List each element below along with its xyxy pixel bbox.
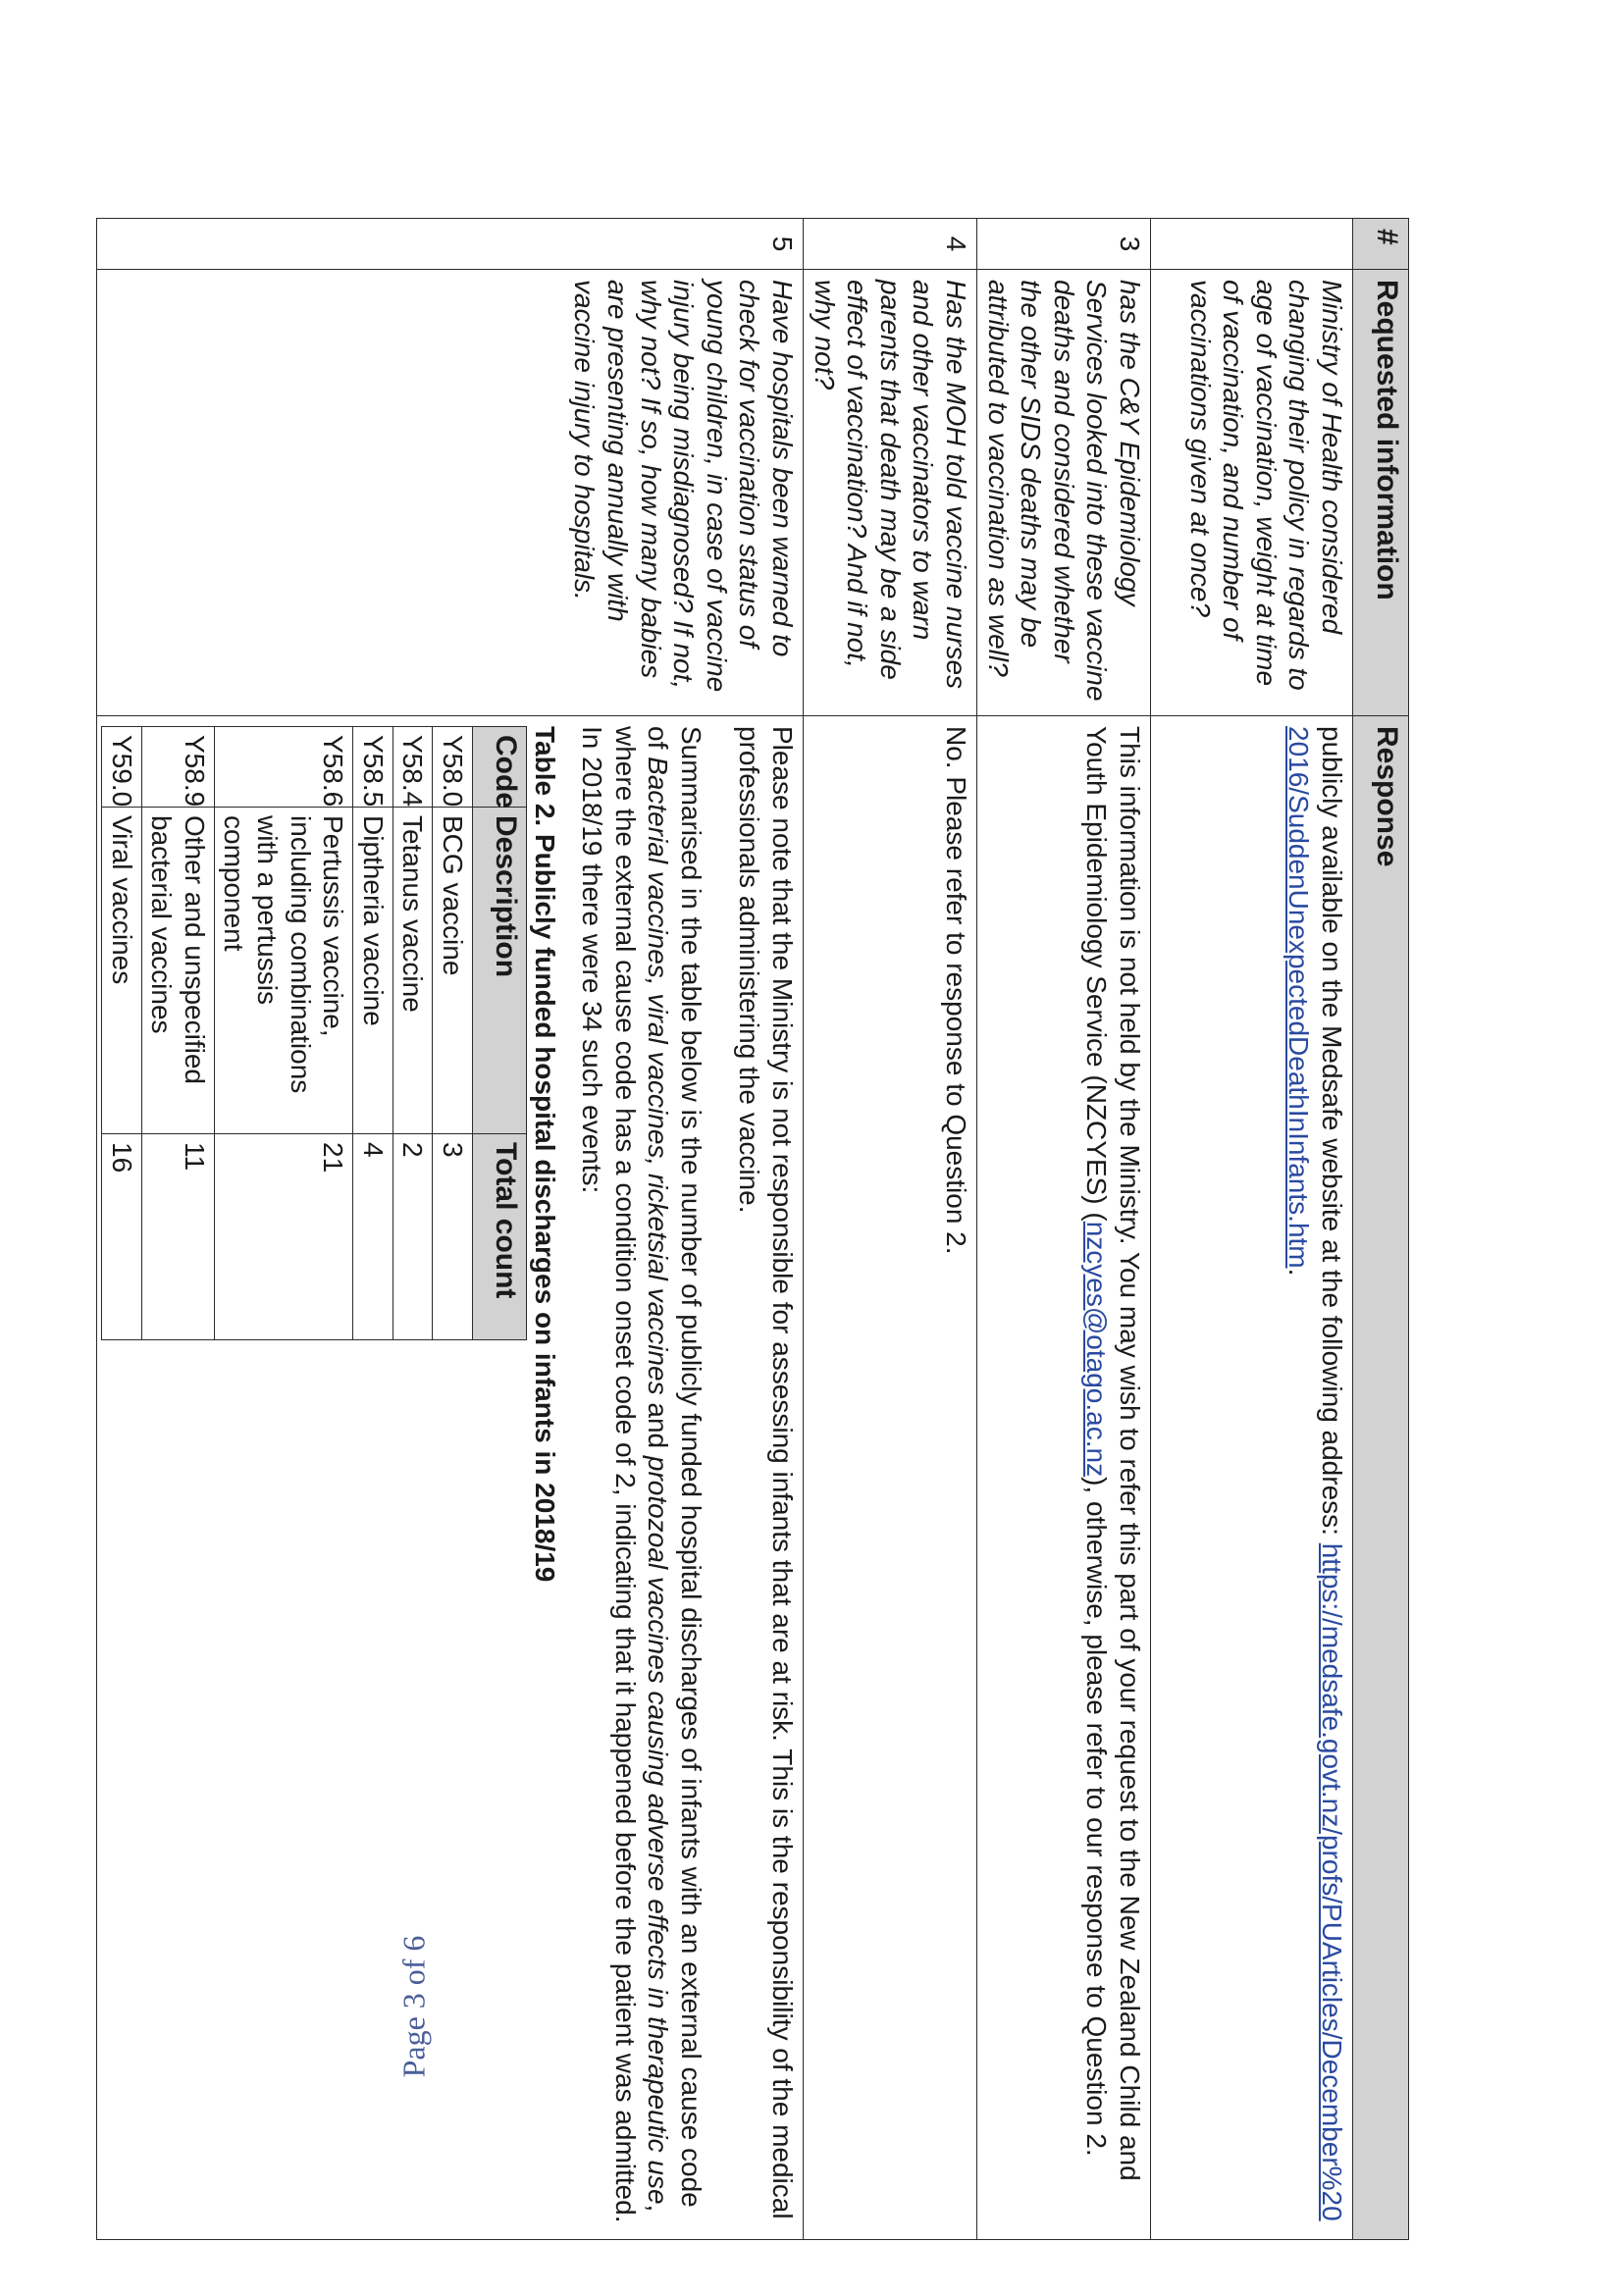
table2-description: Other and unspecified bacterial vaccines [141, 808, 214, 1134]
table2-count: 16 [101, 1134, 141, 1340]
table2-description: Pertussis vaccine, including combinations with a pertussis component [214, 808, 352, 1134]
table-row-3 [977, 219, 1151, 2240]
requested-cont: Ministry of Health considered changing their policy in regards to age of vaccination, weight at time of vaccination, and number of vaccinations given at once? [1151, 270, 1353, 716]
table-row [393, 727, 433, 1340]
response-4: No. Please refer to response to Question 2. [804, 716, 977, 2240]
row-num-3: 3 [977, 219, 1151, 270]
response-5-text-a: Summarised in the table below is the number of publicly funded hospital discharges of infants with an external cause code of [643, 726, 707, 2208]
response-5-text-c: , where the external cause code has a condition onset code of 2, indicating that it happened before the patient was admitted. In 2018/19 there were 34 such events: [577, 726, 674, 2223]
response-5-para-2 [576, 726, 707, 2229]
table-row-continued [1151, 219, 1353, 2240]
header-num: # [1353, 219, 1409, 270]
table2-code: Y58.6 [214, 727, 352, 808]
table2-count: 4 [353, 1134, 393, 1340]
header-response: Response [1353, 716, 1409, 2240]
table-row [141, 727, 214, 1340]
table-row-5 [96, 219, 803, 2240]
response-3-text-b: ), otherwise, please refer to our response to Question 2. [1081, 1477, 1113, 2157]
table2-header-description: Description [472, 808, 526, 1134]
response-cont [1151, 716, 1353, 2240]
requested-5: Have hospitals been warned to check for vaccination status of young children, in case of vaccine injury being misdiagnosed? If not, why not? If so, how many babies are presenting annually with vaccine injury to hospitals. [96, 270, 803, 716]
table2-code: Y58.0 [433, 727, 473, 808]
table2-count: 11 [141, 1134, 214, 1340]
table-row [101, 727, 141, 1340]
response-cont-text: publicly available on the Medsafe website at the following address: [1317, 726, 1347, 1543]
table2-count: 3 [433, 1134, 473, 1340]
table2-description: Tetanus vaccine [393, 808, 433, 1134]
table2-code: Y58.4 [393, 727, 433, 808]
table2-description: BCG vaccine [433, 808, 473, 1134]
page-number: Page 3 of 6 [395, 1935, 432, 2078]
row-num-4: 4 [804, 219, 977, 270]
table2-code: Y58.5 [353, 727, 393, 808]
response-3-text-a: This information is not held by the Ministry. You may wish to refer this part of your request to the New Zealand Child and Youth Epidemiology Service (NZCYES) ( [1081, 726, 1145, 2181]
table2-title: Table 2. Publicly funded hospital discharges on infants in 2018/19 [530, 726, 561, 1583]
table-row-4 [804, 219, 977, 2240]
table-row [214, 727, 352, 1340]
response-5-para-1: Please note that the Ministry is not responsible for assessing infants that are at risk. This is the responsibility of the medical professionals administering the vaccine. [734, 726, 799, 2219]
header-row [1353, 219, 1409, 2240]
table2-description: Viral vaccines [101, 808, 141, 1134]
nzcyes-email-link[interactable]: nzcyes@otago.ac.nz [1081, 1221, 1113, 1478]
table2-header-code: Code [472, 727, 526, 808]
table-row [353, 727, 393, 1340]
table2-count: 21 [214, 1134, 352, 1340]
table2-description: Diptheria vaccine [353, 808, 393, 1134]
response-5-italic-1: Bacterial vaccines, viral vaccines, ricketsial vaccines [643, 757, 674, 1395]
rotated-table-container [106, 218, 1409, 2239]
table-row [433, 727, 473, 1340]
row-num-empty [1151, 219, 1353, 270]
requested-3: has the C&Y Epidemiology Services looked into these vaccine deaths and considered whether the other SIDS deaths may be attributed to vaccination as well? [977, 270, 1151, 716]
table2-header-row [472, 727, 526, 1340]
response-5 [96, 716, 803, 2240]
table2-section [101, 726, 576, 2229]
header-requested: Requested information [1353, 270, 1409, 716]
table2-code: Y58.9 [141, 727, 214, 808]
row-num-5: 5 [96, 219, 803, 270]
response-cont-end: . [1283, 1268, 1315, 1277]
table2-code: Y59.0 [101, 727, 141, 808]
requests-table [96, 218, 1409, 2240]
table2-header-count: Total count [472, 1134, 526, 1340]
requested-4: Has the MOH told vaccine nurses and other vaccinators to warn parents that death may be a side effect of vaccination? And if not, why not? [804, 270, 977, 716]
response-3 [977, 716, 1151, 2240]
table2-count: 2 [393, 1134, 433, 1340]
medsafe-link[interactable]: https://medsafe.govt.nz/profs/PUArticles/December%202016/SuddenUnexpectedDeathInInfants.htm [1283, 726, 1347, 2221]
table2 [101, 726, 527, 1340]
response-5-italic-2: protozoal vaccines causing adverse effects in therapeutic use [643, 1455, 674, 2205]
response-5-text-b: and [643, 1394, 674, 1456]
